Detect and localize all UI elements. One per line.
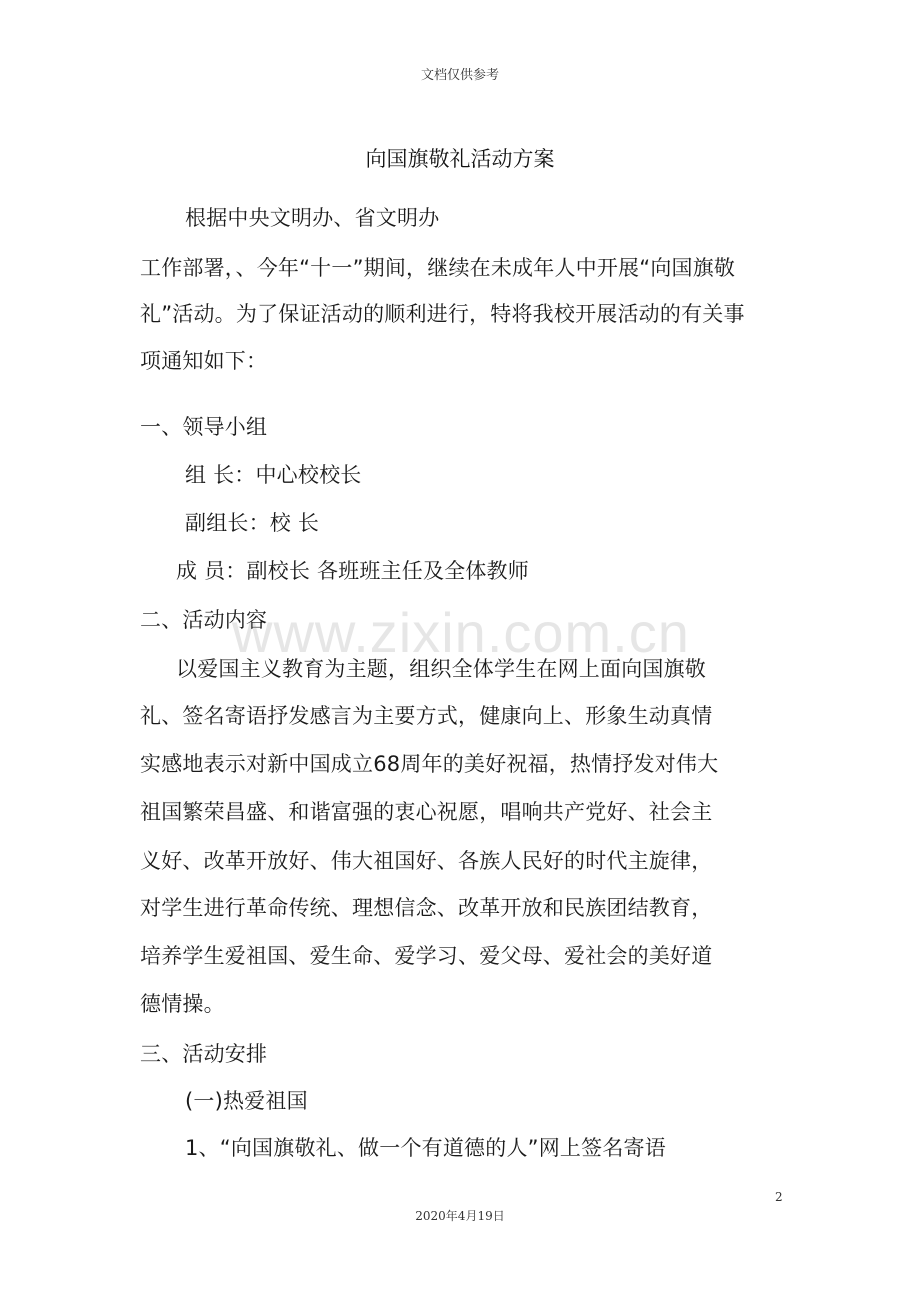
section3-sub1: (一)热爱祖国 bbox=[185, 1089, 308, 1113]
intro-line-1: 根据中央文明办、省文明办 bbox=[185, 206, 440, 230]
section1-heading: 一、领导小组 bbox=[140, 415, 268, 439]
deputy-line: 副组长：校 长 bbox=[185, 511, 320, 535]
leader-line: 组 长：中心校校长 bbox=[185, 463, 362, 487]
section2-line-7: 培养学生爱祖国、爱生命、爱学习、爱父母、爱社会的美好道 bbox=[140, 944, 713, 968]
section2-line-5: 义好、改革开放好、伟大祖国好、各族人民好的时代主旋律， bbox=[140, 849, 713, 873]
intro-line-3: 礼”活动。为了保证活动的顺利进行，特将我校开展活动的有关事 bbox=[140, 302, 745, 326]
section3-heading: 三、活动安排 bbox=[140, 1042, 268, 1066]
section2-line-6: 对学生进行革命传统、理想信念、改革开放和民族团结教育， bbox=[140, 896, 713, 920]
page-footer-date: 2020年4月19日 bbox=[415, 1209, 505, 1223]
section3-item1: 1、“向国旗敬礼、做一个有道德的人”网上签名寄语 bbox=[185, 1136, 666, 1160]
watermark: www.zixin.com.cn bbox=[232, 601, 690, 664]
section2-line-4: 祖国繁荣昌盛、和谐富强的衷心祝愿，唱响共产党好、社会主 bbox=[140, 800, 713, 824]
section2-line-8: 德情操。 bbox=[140, 992, 225, 1016]
members-line: 成 员：副校长 各班班主任及全体教师 bbox=[176, 559, 529, 583]
section2-line-3: 实感地表示对新中国成立68周年的美好祝福，热情抒发对伟大 bbox=[140, 752, 719, 776]
intro-line-2: 工作部署，、今年“十一”期间，继续在未成年人中开展“向国旗敬 bbox=[140, 256, 736, 280]
page-header: 文档仅供参考 bbox=[420, 68, 499, 83]
document-title: 向国旗敬礼活动方案 bbox=[365, 147, 555, 171]
section2-line-1: 以爱国主义教育为主题，组织全体学生在网上面向国旗敬 bbox=[176, 657, 706, 681]
intro-line-4: 项通知如下： bbox=[140, 349, 268, 373]
section2-line-2: 礼、签名寄语抒发感言为主要方式，健康向上、形象生动真情 bbox=[140, 704, 713, 728]
section2-heading: 二、活动内容 bbox=[140, 608, 268, 632]
page-number: 2 bbox=[775, 1190, 783, 1204]
